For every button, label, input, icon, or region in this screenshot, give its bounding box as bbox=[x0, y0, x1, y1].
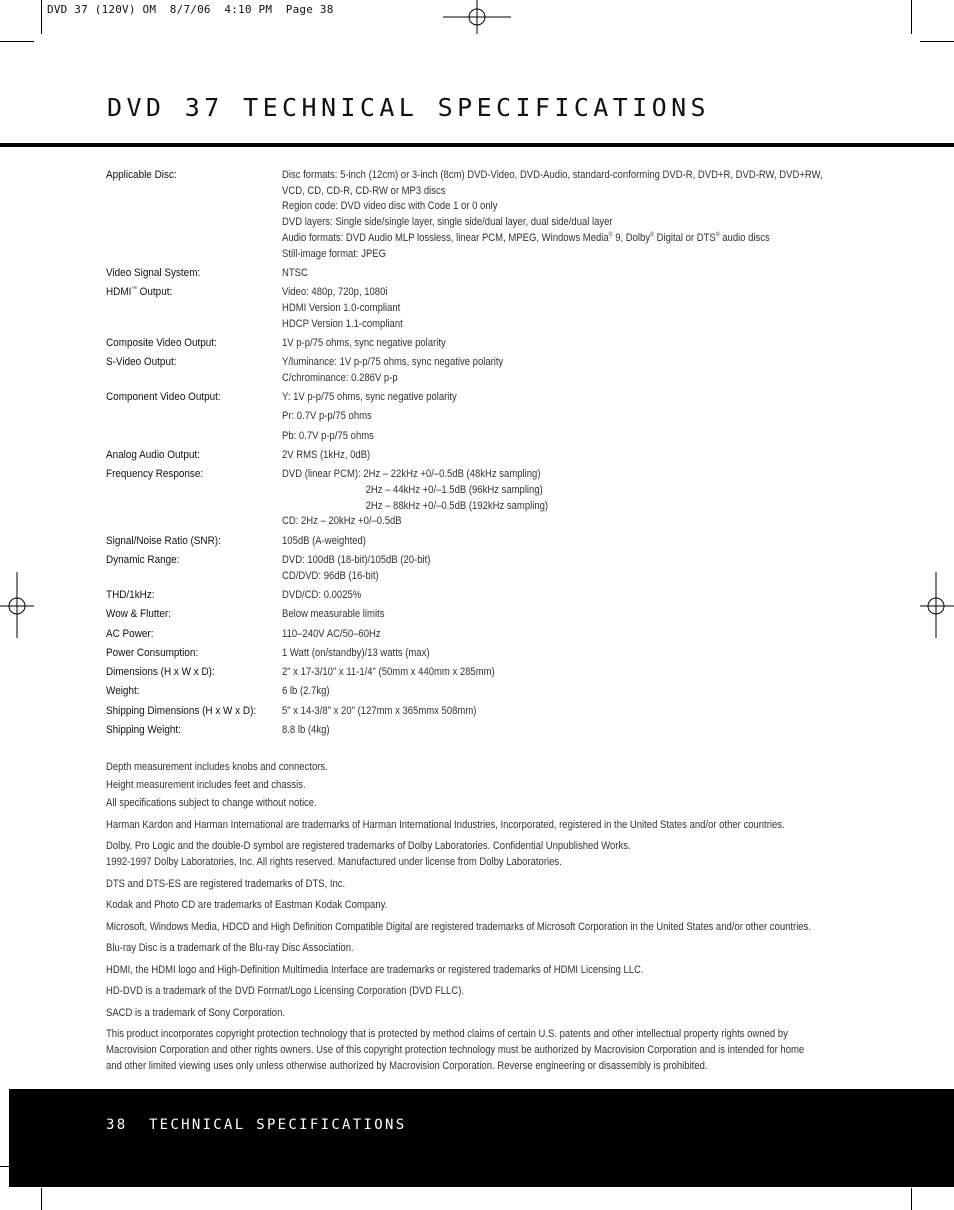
copyright-note: This product incorporates copyright protection technology that is protected by method claims of certain U.S. patents and other intellectual property rights owned by bbox=[106, 1028, 788, 1040]
spec-value: Pr: 0.7V p-p/75 ohms bbox=[282, 410, 372, 423]
title-rule bbox=[0, 143, 954, 147]
spec-value: CD/DVD: 96dB (16-bit) bbox=[282, 569, 379, 582]
spec-row-svideo bbox=[106, 355, 866, 386]
spec-label: Weight: bbox=[106, 685, 140, 698]
spec-label: Dimensions (H x W x D): bbox=[106, 666, 215, 679]
spec-value: 6 lb (2.7kg) bbox=[282, 685, 330, 698]
spec-label: Wow & Flutter: bbox=[106, 608, 171, 621]
page-title: DVD 37 TECHNICAL SPECIFICATIONS bbox=[107, 93, 710, 122]
spec-row-applicable-disc bbox=[106, 168, 866, 262]
footer-text bbox=[106, 1117, 406, 1133]
registered-symbol: ® bbox=[650, 232, 654, 239]
crop-mark-bottom-left-vertical bbox=[41, 1188, 42, 1210]
spec-row-hdmi bbox=[106, 285, 866, 332]
spec-row-snr bbox=[106, 534, 866, 550]
crop-mark-top-left-horizontal bbox=[0, 41, 34, 42]
trademark-note: SACD is a trademark of Sony Corporation. bbox=[106, 1006, 286, 1019]
registered-symbol: ® bbox=[715, 232, 720, 239]
spec-label-part: Output: bbox=[136, 286, 173, 299]
spec-value: Pb: 0.7V p-p/75 ohms bbox=[282, 429, 374, 442]
spec-row-wow-flutter bbox=[106, 607, 866, 623]
spec-label: Shipping Dimensions (H x W x D): bbox=[106, 704, 257, 717]
footer-section-title: TECHNICAL SPECIFICATIONS bbox=[148, 1117, 407, 1133]
spec-label: Signal/Noise Ratio (SNR): bbox=[106, 534, 221, 547]
spec-value: 1 Watt (on/standby)/13 watts (max) bbox=[282, 646, 430, 659]
registration-mark-top bbox=[441, 0, 513, 36]
spec-value: HDCP Version 1.1-compliant bbox=[282, 317, 403, 330]
crop-mark-top-right-horizontal bbox=[920, 41, 954, 42]
trademark-note: HD-DVD is a trademark of the DVD Format/Logo Licensing Corporation (DVD FLLC). bbox=[106, 985, 465, 997]
spec-row-shipping-weight bbox=[106, 723, 866, 739]
spec-value: Region code: DVD video disc with Code 1 or 0 only bbox=[282, 200, 498, 213]
spec-value: CD: 2Hz – 20kHz +0/–0.5dB bbox=[282, 515, 402, 528]
trademark-note: HDMI, the HDMI logo and High-Definition Multimedia Interface are trademarks or registered trademarks of HDMI Licensing LLC. bbox=[106, 963, 644, 976]
trademark-note: Microsoft, Windows Media, HDCD and High Definition Compatible Digital are registered trademarks of Microsoft Corporation in the United States and/or other countries. bbox=[106, 920, 811, 933]
copyright-note: and other limited viewing uses only unless otherwise authorized by Macrovision Corporation. Reverse engineering or disassembly is prohibited. bbox=[106, 1060, 708, 1072]
trademark-note: DTS and DTS-ES are registered trademarks of DTS, Inc. bbox=[106, 877, 346, 890]
spec-value: Video: 480p, 720p, 1080i bbox=[282, 286, 388, 299]
spec-value: NTSC bbox=[282, 266, 308, 279]
spec-label: AC Power: bbox=[106, 627, 154, 640]
spec-row-frequency bbox=[106, 467, 866, 530]
crop-mark-bottom-left-horizontal bbox=[0, 1166, 9, 1167]
spec-value: 8.8 lb (4kg) bbox=[282, 724, 330, 737]
registration-mark-right bbox=[918, 570, 954, 642]
page-number: 38 bbox=[106, 1117, 128, 1133]
crop-mark-bottom-right-vertical bbox=[911, 1188, 912, 1210]
spec-value: 105dB (A-weighted) bbox=[282, 534, 366, 547]
trademark-symbol: ™ bbox=[131, 286, 137, 293]
spec-label: Component Video Output: bbox=[106, 391, 221, 404]
spec-row-shipping-dimensions bbox=[106, 704, 866, 720]
spec-row-ac-power bbox=[106, 627, 866, 643]
trademark-note: Blu-ray Disc is a trademark of the Blu-ray Disc Association. bbox=[106, 942, 354, 954]
spec-label: Frequency Response: bbox=[106, 468, 204, 481]
trademark-note: 1992-1997 Dolby Laboratories, Inc. All rights reserved. Manufactured under license from Dolby Laboratories. bbox=[106, 856, 562, 868]
spec-label: Analog Audio Output: bbox=[106, 449, 200, 461]
print-slug-line: DVD 37 (120V) OM 8/7/06 4:10 PM Page 38 bbox=[47, 3, 334, 16]
spec-value: DVD/CD: 0.0025% bbox=[282, 589, 362, 601]
note-line: Depth measurement includes knobs and connectors. bbox=[106, 761, 328, 773]
registered-symbol: ® bbox=[608, 232, 613, 239]
spec-label: Video Signal System: bbox=[106, 266, 201, 279]
spec-row-analog-audio bbox=[106, 448, 866, 464]
spec-value: Below measurable limits bbox=[282, 608, 385, 621]
trademark-note: Dolby, Pro Logic and the double-D symbol are registered trademarks of Dolby Laboratories. Confidential Unpublished Works. bbox=[106, 840, 631, 852]
spec-label: Applicable Disc: bbox=[106, 169, 177, 181]
note-line: Height measurement includes feet and chassis. bbox=[106, 779, 306, 791]
spec-value: 2Hz – 44kHz +0/–1.5dB (96kHz sampling) bbox=[365, 484, 543, 496]
spec-table bbox=[106, 168, 866, 742]
spec-row-composite bbox=[106, 336, 866, 352]
registration-mark-left bbox=[0, 570, 36, 642]
spec-value: 2V RMS (1kHz, 0dB) bbox=[282, 449, 371, 461]
spec-label: THD/1kHz: bbox=[106, 589, 155, 601]
spec-value: HDMI Version 1.0-compliant bbox=[282, 301, 401, 314]
page-footer bbox=[9, 1089, 954, 1187]
spec-row-weight bbox=[106, 684, 866, 700]
spec-value: DVD (linear PCM): 2Hz – 22kHz +0/–0.5dB (48kHz sampling) bbox=[282, 468, 541, 481]
spec-label: Power Consumption: bbox=[106, 646, 199, 659]
trademark-note: Kodak and Photo CD are trademarks of Eastman Kodak Company. bbox=[106, 899, 388, 911]
trademark-note: Harman Kardon and Harman International are trademarks of Harman International Industries, Incorporated, registered in the United States and/or other countries. bbox=[106, 818, 785, 831]
spec-row-video-signal bbox=[106, 266, 866, 282]
spec-value-audio-formats bbox=[282, 231, 823, 247]
spec-row-component bbox=[106, 390, 866, 444]
crop-mark-top-left-vertical bbox=[41, 0, 42, 34]
spec-value: Y: 1V p-p/75 ohms, sync negative polarity bbox=[282, 391, 457, 404]
spec-label-part: HDMI bbox=[106, 286, 132, 299]
spec-value: 5" x 14-3/8" x 20" (127mm x 365mmx 508mm) bbox=[282, 704, 477, 717]
spec-value-part: ® audio discs bbox=[715, 231, 770, 244]
spec-value: DVD: 100dB (18-bit)/105dB (20-bit) bbox=[282, 554, 431, 566]
spec-row-power-consumption bbox=[106, 646, 866, 662]
spec-value-part: Audio formats: DVD Audio MLP lossless, linear PCM, MPEG, Windows Media bbox=[282, 231, 609, 244]
spec-value: DVD layers: Single side/single layer, single side/dual layer, dual side/dual layer bbox=[282, 216, 613, 229]
spec-label: S-Video Output: bbox=[106, 356, 177, 369]
note-line: All specifications subject to change without notice. bbox=[106, 797, 317, 809]
copyright-note: Macrovision Corporation and other rights owners. Use of this copyright protection technology must be authorized by Macrovision Corporation and is intended for home bbox=[106, 1044, 805, 1056]
spec-value: Still-image format: JPEG bbox=[282, 247, 387, 260]
crop-mark-top-right-vertical bbox=[911, 0, 912, 34]
spec-value: 2Hz – 88kHz +0/–0.5dB (192kHz sampling) bbox=[365, 499, 549, 512]
spec-row-thd bbox=[106, 588, 866, 604]
spec-row-dimensions bbox=[106, 665, 866, 681]
spec-value: Disc formats: 5-inch (12cm) or 3-inch (8cm) DVD-Video, DVD-Audio, standard-conforming DVD-R, DVD+R, DVD-RW, DVD+RW, bbox=[282, 169, 823, 181]
spec-value: VCD, CD, CD-R, CD-RW or MP3 discs bbox=[282, 184, 446, 197]
notes-and-trademarks bbox=[106, 759, 866, 1074]
spec-value: Y/luminance: 1V p-p/75 ohms, sync negative polarity bbox=[282, 356, 504, 369]
spec-label-hdmi bbox=[106, 285, 268, 332]
spec-label: Dynamic Range: bbox=[106, 554, 180, 566]
spec-row-dynamic-range bbox=[106, 553, 866, 584]
spec-label: Composite Video Output: bbox=[106, 336, 217, 349]
spec-label: Shipping Weight: bbox=[106, 724, 181, 737]
spec-value: 110–240V AC/50–60Hz bbox=[282, 627, 381, 640]
spec-value: C/chrominance: 0.286V p-p bbox=[282, 371, 398, 384]
spec-value-part: ® 9, Dolby bbox=[608, 231, 651, 244]
spec-value: 2" x 17-3/10" x 11-1/4" (50mm x 440mm x 285mm) bbox=[282, 666, 495, 679]
spec-value-part: ® Digital or DTS bbox=[650, 231, 716, 244]
spec-value: 1V p-p/75 ohms, sync negative polarity bbox=[282, 336, 446, 349]
